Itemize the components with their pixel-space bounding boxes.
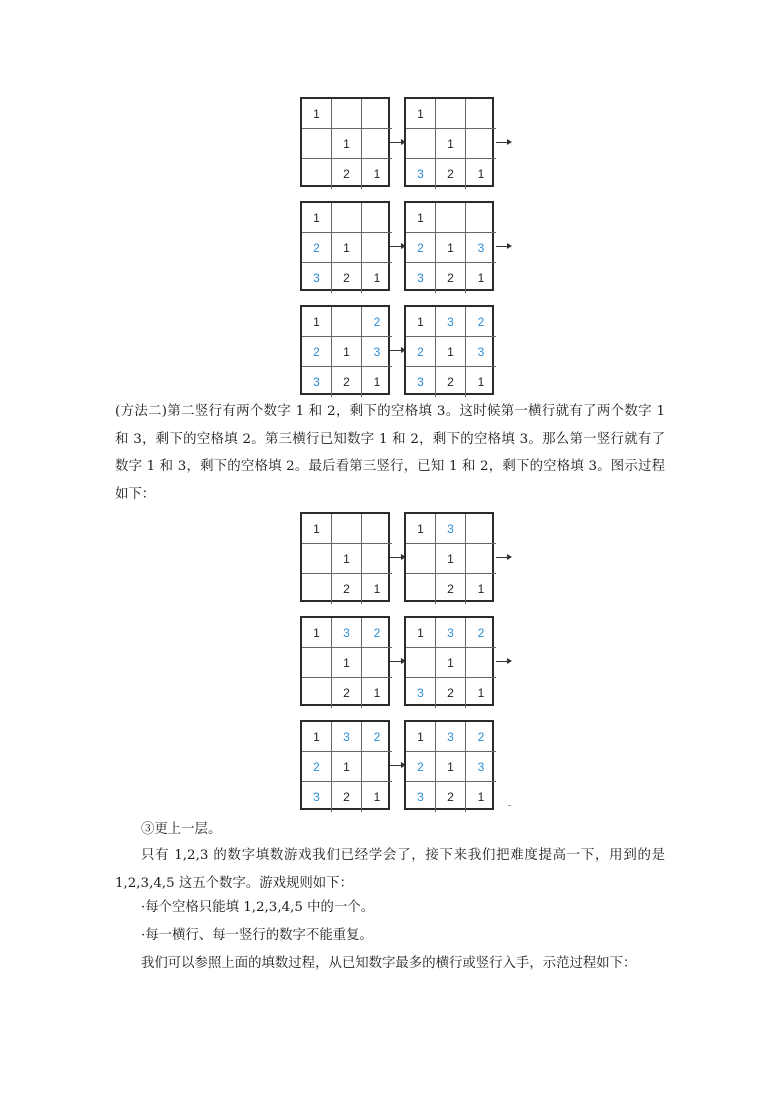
grid-cell bbox=[406, 574, 436, 604]
grid-cell: 1 bbox=[477, 167, 485, 181]
arrow-right-icon bbox=[390, 142, 404, 143]
grid-step-row bbox=[300, 305, 520, 397]
number-grid-left bbox=[300, 97, 390, 187]
grid-cell: 1 bbox=[477, 271, 485, 285]
arrow-right-icon bbox=[390, 765, 404, 766]
grid-cell: 1 bbox=[406, 514, 436, 544]
grid-cell bbox=[466, 203, 496, 233]
grid-cell: 1 bbox=[406, 307, 436, 337]
grid-cell: 1 bbox=[302, 203, 332, 233]
grid-step-row bbox=[300, 97, 520, 189]
arrow-right-icon bbox=[390, 557, 404, 558]
number-grid-right bbox=[404, 305, 494, 395]
grid-cell: 1 bbox=[436, 544, 466, 574]
grid-cell bbox=[466, 648, 496, 678]
grid-cell: 1 bbox=[373, 790, 381, 804]
grid-cell: 3 bbox=[406, 263, 436, 293]
grid-cell: 1 bbox=[332, 648, 362, 678]
section-3-heading: ③更上一层。 bbox=[141, 822, 222, 837]
grid-cell bbox=[466, 544, 496, 574]
grid-cell bbox=[332, 99, 362, 129]
grid-cell: 1 bbox=[302, 514, 332, 544]
grid-cell: 3 bbox=[406, 678, 436, 708]
grid-cell bbox=[362, 129, 392, 159]
grid-cell: 2 bbox=[332, 159, 362, 189]
grid-cell bbox=[332, 514, 362, 544]
grid-cell: 2 bbox=[332, 782, 362, 812]
grid-cell: 3 bbox=[436, 722, 466, 752]
grid-cell: 2 bbox=[362, 307, 392, 337]
grid-cell: 1 bbox=[406, 618, 436, 648]
section-3-intro: 只有 1,2,3 的数字填数游戏我们已经学会了，接下来我们把难度提高一下，用到的是 1,2,3,4,5 这五个数字。游戏规则如下： bbox=[115, 848, 665, 891]
grid-cell bbox=[362, 233, 392, 263]
grid-cell bbox=[436, 99, 466, 129]
grid-cell: 2 bbox=[436, 574, 466, 604]
grid-cell bbox=[332, 307, 362, 337]
grid-cell: 1 bbox=[332, 337, 362, 367]
arrow-right-icon bbox=[496, 661, 510, 662]
grid-cell: 1 bbox=[436, 337, 466, 367]
grid-cell: 2 bbox=[362, 722, 392, 752]
number-grid-right bbox=[404, 97, 494, 187]
grid-cell bbox=[466, 514, 496, 544]
grid-cell: 1 bbox=[302, 722, 332, 752]
grid-cell: 1 bbox=[302, 618, 332, 648]
grid-cell: 3 bbox=[466, 752, 496, 782]
grid-cell bbox=[302, 129, 332, 159]
grid-cell: 1 bbox=[332, 129, 362, 159]
grid-cell bbox=[302, 159, 332, 189]
grid-cell bbox=[436, 203, 466, 233]
grid-cell: 3 bbox=[302, 263, 332, 293]
grid-cell: 1 bbox=[373, 271, 381, 285]
grid-cell bbox=[362, 99, 392, 129]
grid-cell bbox=[362, 544, 392, 574]
grid-cell: 1 bbox=[436, 752, 466, 782]
grid-cell: 1 bbox=[373, 375, 381, 389]
grid-cell: 3 bbox=[436, 514, 466, 544]
grid-cell: 2 bbox=[436, 367, 466, 397]
number-grid-right bbox=[404, 616, 494, 706]
number-grid-right bbox=[404, 201, 494, 291]
grid-cell: 3 bbox=[406, 159, 436, 189]
number-grid-left bbox=[300, 512, 390, 602]
grid-cell: 1 bbox=[332, 752, 362, 782]
grid-cell: 2 bbox=[406, 337, 436, 367]
grid-cell bbox=[466, 99, 496, 129]
grid-cell: 1 bbox=[436, 233, 466, 263]
grid-cell: 3 bbox=[406, 367, 436, 397]
grid-cell: 2 bbox=[406, 233, 436, 263]
arrow-right-icon bbox=[496, 142, 510, 143]
grid-step-row bbox=[300, 512, 520, 604]
number-grid-left bbox=[300, 305, 390, 395]
closing-text: 我们可以参照上面的填数过程，从已知数字最多的横行或竖行入手，示范过程如下： bbox=[141, 956, 637, 971]
grid-cell bbox=[332, 203, 362, 233]
arrow-right-icon bbox=[390, 661, 404, 662]
grid-cell: 2 bbox=[406, 752, 436, 782]
number-grid-left bbox=[300, 616, 390, 706]
grid-cell: 2 bbox=[302, 233, 332, 263]
grid-step-row bbox=[300, 616, 520, 708]
grid-cell: 1 bbox=[477, 582, 485, 596]
number-grid-right bbox=[404, 720, 494, 810]
grid-cell: 3 bbox=[466, 233, 496, 263]
grid-cell bbox=[362, 514, 392, 544]
grid-cell: 3 bbox=[332, 722, 362, 752]
grid-cell bbox=[302, 648, 332, 678]
grid-cell bbox=[406, 129, 436, 159]
grid-cell bbox=[302, 574, 332, 604]
grid-step-row bbox=[300, 201, 520, 293]
rule-1: ·每个空格只能填 1,2,3,4,5 中的一个。 bbox=[141, 900, 375, 915]
grid-cell: 2 bbox=[332, 574, 362, 604]
grid-cell: 1 bbox=[373, 686, 381, 700]
grid-cell: 3 bbox=[362, 337, 392, 367]
stray-mark bbox=[508, 805, 511, 806]
grid-cell bbox=[362, 648, 392, 678]
grid-cell: 1 bbox=[332, 233, 362, 263]
grid-cell: 1 bbox=[302, 307, 332, 337]
grid-cell: 3 bbox=[332, 618, 362, 648]
grid-cell: 2 bbox=[436, 263, 466, 293]
grid-cell: 1 bbox=[436, 129, 466, 159]
grid-step-row bbox=[300, 720, 520, 812]
grid-cell: 2 bbox=[436, 782, 466, 812]
grid-cell: 1 bbox=[436, 648, 466, 678]
grid-cell bbox=[406, 544, 436, 574]
grid-cell: 3 bbox=[302, 367, 332, 397]
grid-cell: 1 bbox=[406, 722, 436, 752]
grid-cell: 2 bbox=[436, 159, 466, 189]
grid-cell: 3 bbox=[302, 782, 332, 812]
grid-cell: 1 bbox=[477, 375, 485, 389]
grid-cell bbox=[406, 648, 436, 678]
grid-cell: 2 bbox=[362, 618, 392, 648]
number-grid-left bbox=[300, 720, 390, 810]
grid-cell: 3 bbox=[466, 337, 496, 367]
arrow-right-icon bbox=[496, 246, 510, 247]
grid-cell bbox=[302, 678, 332, 708]
grid-cell: 3 bbox=[436, 618, 466, 648]
grid-cell: 2 bbox=[302, 337, 332, 367]
grid-cell: 2 bbox=[302, 752, 332, 782]
grid-cell: 1 bbox=[406, 203, 436, 233]
grid-cell: 2 bbox=[466, 307, 496, 337]
rule-2: ·每一横行、每一竖行的数字不能重复。 bbox=[141, 928, 373, 943]
grid-cell: 1 bbox=[302, 99, 332, 129]
number-grid-left bbox=[300, 201, 390, 291]
grid-cell: 2 bbox=[332, 263, 362, 293]
grid-cell bbox=[466, 129, 496, 159]
grid-cell: 2 bbox=[332, 367, 362, 397]
method-2-paragraph: (方法二)第二竖行有两个数字 1 和 2，剩下的空格填 3。这时候第一横行就有了两个数字 1 和 3，剩下的空格填 2。第三横行已知数字 1 和 2，剩下的空格填 3。那么第一竖行就有了数字 1 和 3，剩下的空格填 2。最后看第三竖行，已知 1 和 2，剩下的空格填 3。图示过程如下： bbox=[115, 404, 665, 502]
grid-cell: 1 bbox=[332, 544, 362, 574]
grid-cell: 1 bbox=[477, 686, 485, 700]
grid-cell: 1 bbox=[406, 99, 436, 129]
arrow-right-icon bbox=[390, 350, 404, 351]
grid-cell: 1 bbox=[373, 582, 381, 596]
grid-cell: 3 bbox=[406, 782, 436, 812]
grid-cell: 2 bbox=[436, 678, 466, 708]
number-grid-right bbox=[404, 512, 494, 602]
grid-cell: 2 bbox=[332, 678, 362, 708]
grid-cell bbox=[302, 544, 332, 574]
arrow-right-icon bbox=[390, 246, 404, 247]
grid-cell: 1 bbox=[477, 790, 485, 804]
grid-cell: 2 bbox=[466, 618, 496, 648]
grid-cell: 3 bbox=[436, 307, 466, 337]
grid-cell bbox=[362, 203, 392, 233]
grid-cell bbox=[362, 752, 392, 782]
grid-cell: 2 bbox=[466, 722, 496, 752]
grid-cell: 1 bbox=[373, 167, 381, 181]
arrow-right-icon bbox=[496, 557, 510, 558]
